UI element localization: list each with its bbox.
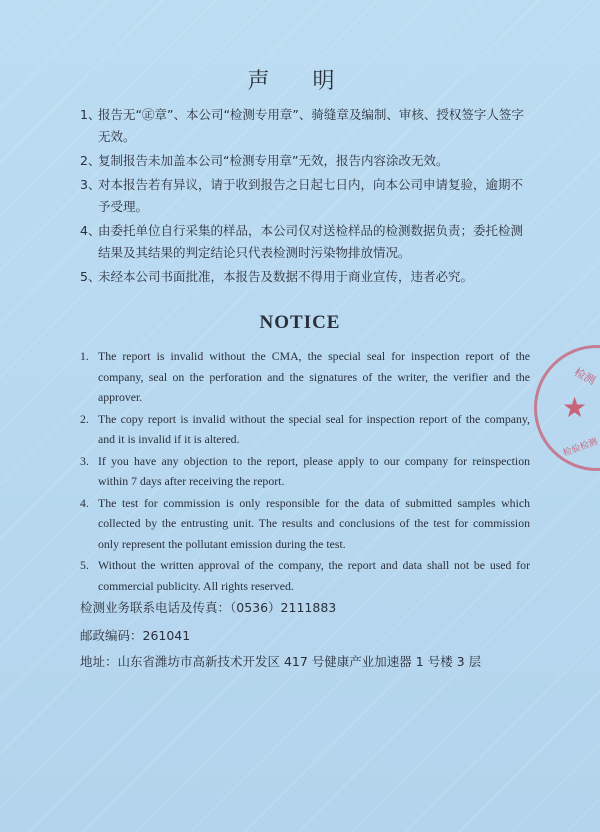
declaration-title: 声 明 — [247, 69, 353, 94]
notice-title: NOTICE — [259, 312, 341, 333]
item-number: 1. — [80, 349, 89, 363]
item-number: 2、 — [80, 153, 101, 168]
item-text: 对本报告若有异议，请于收到报告之日起七日内，向本公司申请复验，逾期不予受理。 — [98, 177, 524, 214]
notice-list — [80, 346, 530, 597]
notice-item — [80, 409, 530, 450]
item-number: 3. — [80, 453, 89, 468]
contact-address: 地址：山东省潍坊市高新技术开发区 417 号健康产业加速器 1 号楼 3 层 — [80, 654, 482, 669]
declaration-item — [80, 266, 535, 288]
notice-item — [80, 346, 530, 408]
declaration-list — [80, 104, 535, 290]
seal-text-top: 检测 — [572, 365, 598, 388]
item-number: 3、 — [80, 177, 101, 192]
declaration-item — [80, 104, 535, 148]
notice-item — [80, 493, 530, 555]
item-text: The copy report is invalid without the special seal for inspection report of the company, and it is invalid if it is altered. — [98, 411, 530, 446]
declaration-item — [80, 174, 535, 218]
notice-item — [80, 451, 530, 492]
item-number: 1、 — [80, 107, 101, 122]
item-number: 4. — [80, 495, 89, 510]
item-text: If you have any objection to the report, please apply to our company for reinspection within 7 days after receiving the report. — [98, 453, 530, 488]
contact-postcode: 邮政编码：261041 — [80, 628, 191, 643]
item-text: 由委托单位自行采集的样品，本公司仅对送检样品的检测数据负责；委托检测结果及其结果的判定结论只代表检测时污染物排放情况。 — [98, 223, 524, 260]
item-text: 未经本公司书面批准，本报告及数据不得用于商业宣传，违者必究。 — [98, 269, 474, 284]
notice-item — [80, 555, 530, 596]
item-text: Without the written approval of the company, the report and data shall not be used for commercial publicity. All rights reserved. — [98, 558, 530, 593]
item-text: 报告无“㊣章”、本公司“检测专用章”、骑缝章及编制、审核、授权签字人签字无效。 — [98, 107, 524, 144]
seal-star-icon: ★ — [562, 391, 588, 424]
item-text: The report is invalid without the CMA, the special seal for inspection report of the company, seal on the perforation and the signatures of the writer, the verifier and the approver. — [98, 349, 530, 404]
item-text: The test for commission is only responsible for the data of submitted samples which collected by the entrusting unit. The results and conclusions of the test for commission only represent the pollutant emission during the test. — [98, 495, 530, 551]
item-number: 5. — [80, 558, 89, 572]
declaration-item — [80, 150, 535, 172]
contact-phone: 检测业务联系电话及传真：（0536）2111883 — [80, 600, 337, 615]
declaration-item — [80, 220, 535, 264]
item-number: 2. — [80, 411, 89, 426]
item-number: 4、 — [80, 223, 101, 238]
item-text: 复制报告未加盖本公司“检测专用章”无效，报告内容涂改无效。 — [98, 153, 449, 168]
seal-text-bottom: 检验检测 — [561, 437, 600, 459]
item-number: 5、 — [80, 269, 101, 284]
